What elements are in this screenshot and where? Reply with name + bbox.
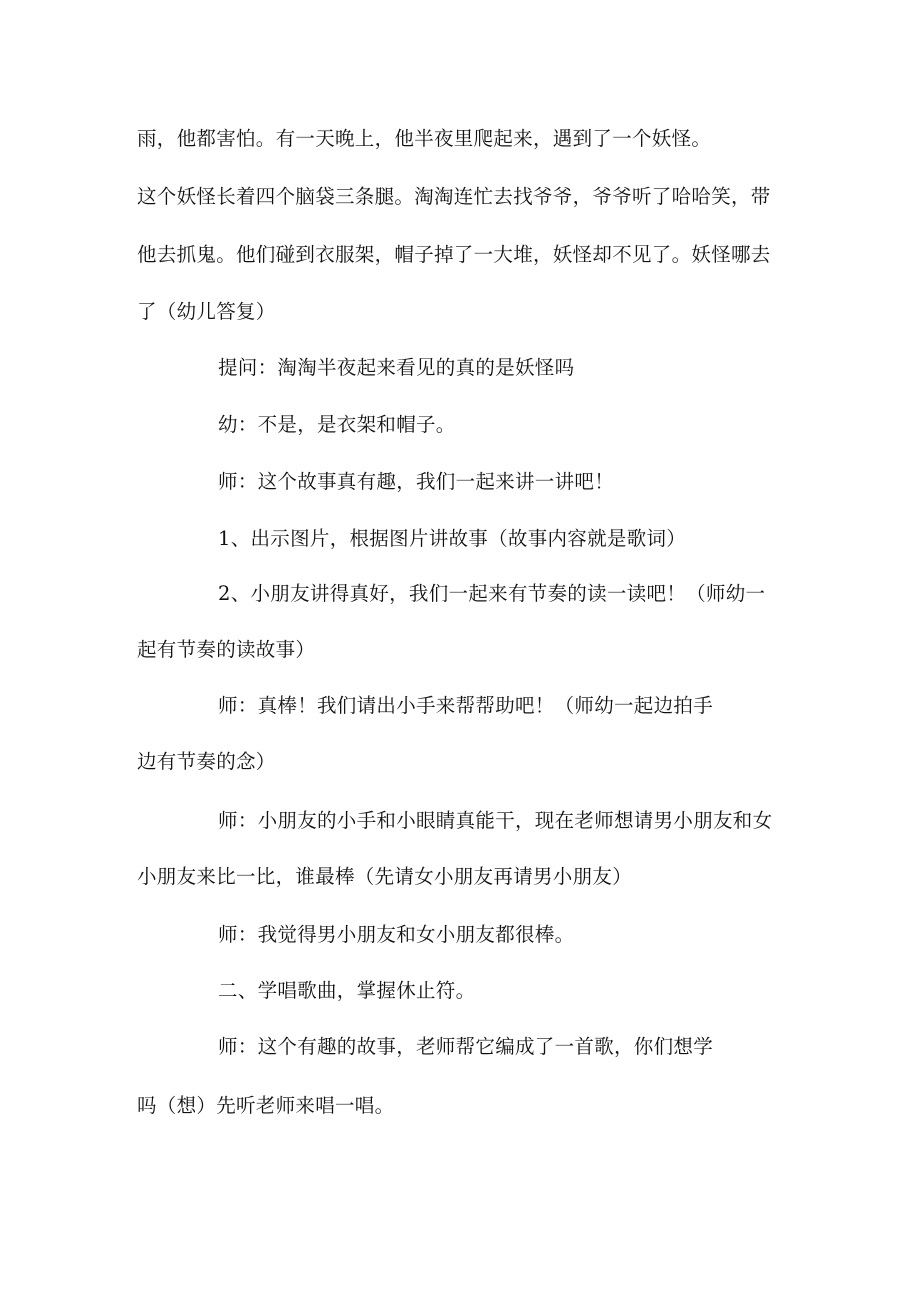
text-line: 吗（想）先听老师来唱一唱。: [137, 1094, 395, 1117]
text-line: 师：这个故事真有趣，我们一起来讲一讲吧！: [218, 470, 615, 493]
text-line: 幼：不是，是衣架和帽子。: [218, 413, 456, 436]
text-line: 师：真棒！我们请出小手来帮帮助吧！（师幼一起边拍手: [218, 694, 714, 717]
text-line: 边有节奏的念）: [137, 750, 276, 773]
text-line: 二、学唱歌曲，掌握休止符。: [218, 979, 476, 1002]
text-line: 雨，他都害怕。有一天晚上，他半夜里爬起来，遇到了一个妖怪。: [137, 127, 712, 150]
text-line: 他去抓鬼。他们碰到衣服架，帽子掉了一大堆，妖怪却不见了。妖怪哪去: [137, 243, 771, 266]
text-line: 师：这个有趣的故事，老师帮它编成了一首歌，你们想学: [218, 1035, 714, 1058]
text-line: 起有节奏的读故事）: [137, 638, 316, 661]
text-line: 了（幼儿答复）: [137, 300, 276, 323]
text-line: 1、出示图片，根据图片讲故事（故事内容就是歌词）: [218, 527, 687, 550]
text-line: 师：小朋友的小手和小眼睛真能干，现在老师想请男小朋友和女: [218, 809, 773, 832]
text-line: 2、小朋友讲得真好，我们一起来有节奏的读一读吧！（师幼一: [218, 582, 766, 605]
text-line: 师：我觉得男小朋友和女小朋友都很棒。: [218, 923, 575, 946]
text-line: 提问：淘淘半夜起来看见的真的是妖怪吗: [218, 356, 575, 379]
text-line: 这个妖怪长着四个脑袋三条腿。淘淘连忙去找爷爷，爷爷听了哈哈笑，带: [137, 185, 771, 208]
text-line: 小朋友来比一比，谁最棒（先请女小朋友再请男小朋友）: [137, 865, 633, 888]
